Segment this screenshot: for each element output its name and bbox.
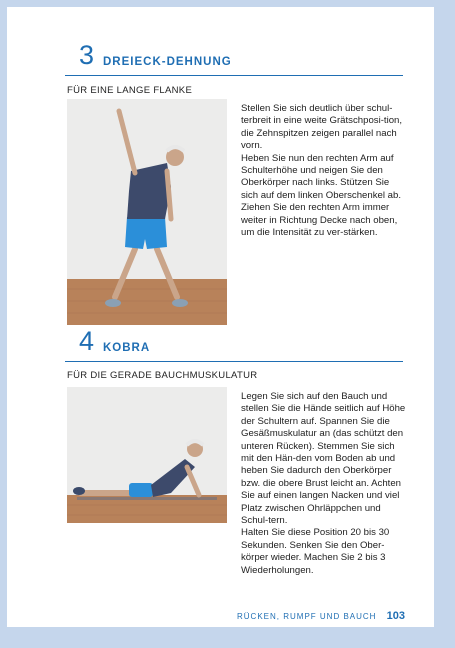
cobra-illustration [67, 387, 227, 523]
triangle-stretch-illustration [67, 99, 227, 325]
triangle-stretch-photo [67, 99, 227, 325]
exercise-subtitle: FÜR DIE GERADE BAUCHMUSKULATUR [67, 370, 258, 381]
exercise-4-heading [65, 321, 405, 361]
exercise-3-heading [65, 35, 405, 75]
heading-rule [65, 361, 403, 362]
description-paragraph: Halten Sie diese Position 20 bis 30 Sekunden. Senken Sie den Ober-körper wieder. Machen Sie 2 bis 3 Wiederholungen. [241, 527, 390, 576]
exercise-4-description [241, 391, 406, 577]
page-number: 103 [386, 610, 405, 622]
exercise-subtitle: FÜR EINE LANGE FLANKE [67, 85, 193, 96]
description-paragraph: Stellen Sie sich deutlich über schul-terbreit in eine weite Grätschposi-tion, die Zehnspitzen zeigen parallel nach vorn. [241, 103, 403, 152]
book-page [7, 7, 434, 627]
heading-rule [65, 75, 403, 76]
description-paragraph: Legen Sie sich auf den Bauch und stellen Sie die Hände seitlich auf Höhe der Schultern auf. Spannen Sie die Gesäßmuskulatur an (das schützt den unteren Rücken). Stemmen Sie sich mit den Hän-den vom Boden ab und heben Sie dadurch den Oberkörper bzw. die obere Brust leicht an. Achten Sie auf einen langen Nacken und viel Platz zwischen Ohrläppchen und Schul-tern. [241, 391, 406, 527]
description-paragraph: Heben Sie nun den rechten Arm auf Schulterhöhe und neigen Sie den Oberkörper nach links. Stützen Sie sich auf dem linken Oberschenkel ab. Ziehen Sie den rechten Arm immer weiter in Richtung Decke nach oben, um die Intensität zu ver-stärken. [241, 152, 401, 239]
exercise-title: KOBRA [103, 342, 151, 354]
exercise-3-description [241, 103, 406, 239]
exercise-number: 4 [79, 326, 95, 356]
exercise-title: DREIECK-DEHNUNG [103, 56, 232, 68]
cobra-photo [67, 387, 227, 523]
footer-section-title: RÜCKEN, RUMPF UND BAUCH [237, 612, 377, 621]
exercise-number: 3 [79, 40, 95, 70]
page-footer [237, 610, 407, 624]
